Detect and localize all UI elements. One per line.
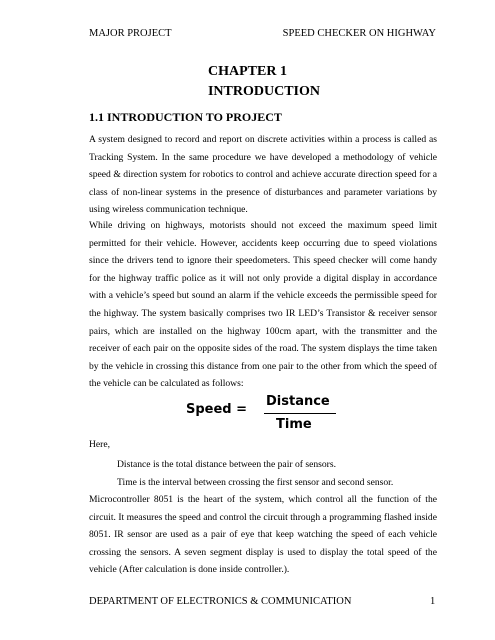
- speed-formula: [186, 392, 346, 432]
- header-right-text: SPEED CHECKER ON HIGHWAY: [282, 28, 436, 39]
- here-label: Here,: [89, 439, 111, 450]
- header-left-text: MAJOR PROJECT: [89, 28, 172, 39]
- paragraph-intro: A system designed to record and report on discrete activities within a process is called as Tracking System. In the same procedure we have developed a methodology of vehicle speed & direction system for robotics to control and achieve accurate direction speed for a class of non-linear systems in the presence of disturbances and parameter variations by using wireless communication technique.: [89, 134, 437, 216]
- page-title: INTRODUCTION: [207, 84, 320, 99]
- paragraph-microcontroller: Microcontroller 8051 is the heart of the system, which control all the function of the circuit. It measures the speed and control the circuit through a programming flashed inside 8051. IR sensor are used as a pair of eye that keep watching the speed of each vehicle crossing the sensors. A seven segment display is used to display the total speed of the vehicle (After calculation is done inside controller.).: [89, 494, 437, 576]
- page-number: 1: [430, 596, 436, 607]
- definition-time: Time is the interval between crossing the first sensor and second sensor.: [117, 477, 394, 488]
- formula-lhs: Speed =: [186, 402, 248, 417]
- footer-department: DEPARTMENT OF ELECTRONICS & COMMUNICATION: [89, 596, 352, 607]
- chapter-number: CHAPTER 1: [208, 64, 287, 79]
- definition-distance: Distance is the total distance between the pair of sensors.: [117, 459, 336, 470]
- formula-denominator: Time: [276, 417, 312, 432]
- section-heading: 1.1 INTRODUCTION TO PROJECT: [89, 110, 282, 124]
- paragraph-description: While driving on highways, motorists should not exceed the maximum speed limit permitted for their vehicle. However, accidents keep occurring due to speed violations since the drivers tend to ignore their speedometers. This speed checker will come handy for the highway traffic police as it will not only provide a digital display in accordance with a vehicle’s speed but sound an alarm if the vehicle exceeds the permissible speed for the highway. The system basically comprises two IR LED’s Transistor & receiver sensor pairs, which are installed on the highway 100cm apart, with the transmitter and the receiver of each pair on the opposite sides of the road. The system displays the time taken by the vehicle in crossing this distance from one pair to the other from which the speed of the vehicle can be calculated as follows:: [89, 220, 437, 390]
- fraction-bar: [264, 413, 336, 414]
- formula-numerator: Distance: [266, 394, 330, 409]
